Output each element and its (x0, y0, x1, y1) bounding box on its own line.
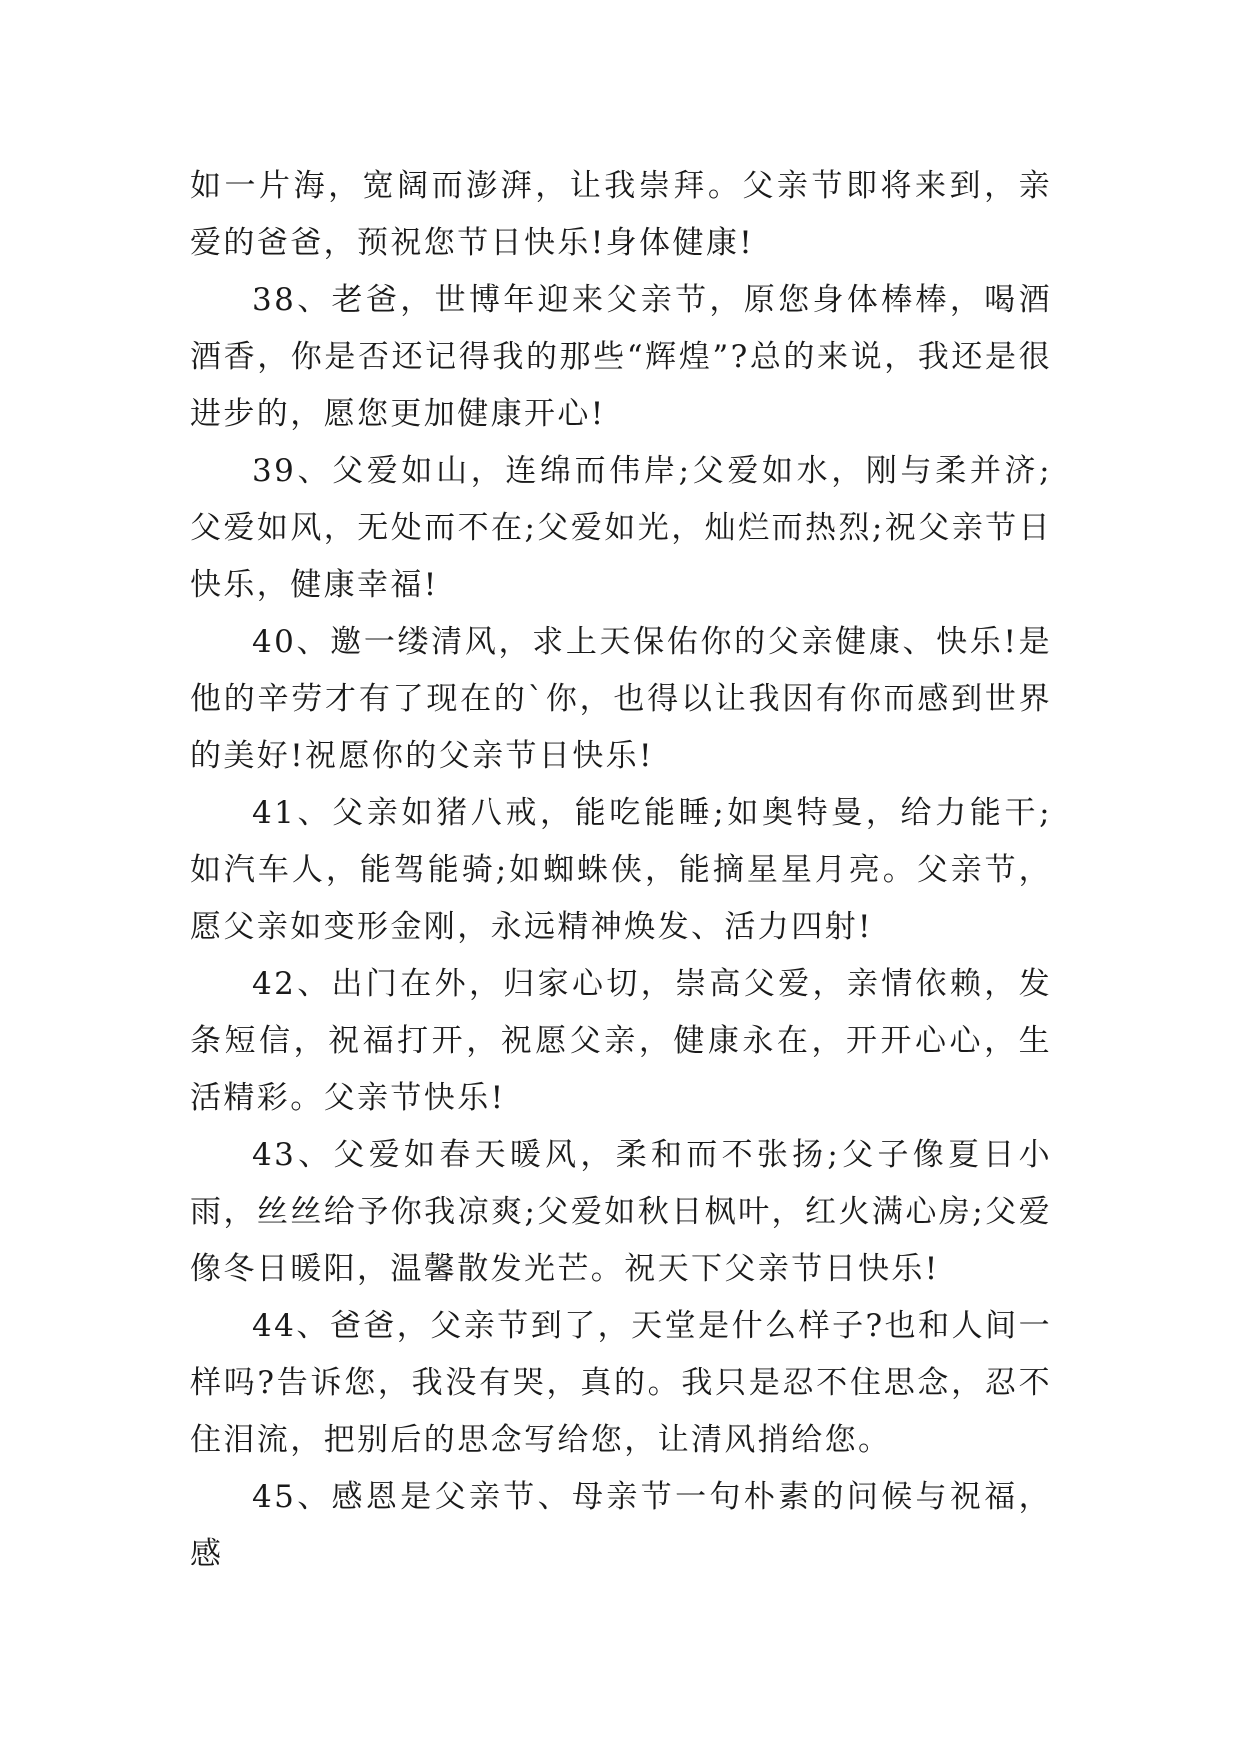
paragraph-42: 42、出门在外，归家心切，崇高父爱，亲情依赖，发条短信，祝福打开，祝愿父亲，健康永在，开开心心，生活精彩。父亲节快乐! (190, 966, 1052, 1116)
paragraph-40: 40、邀一缕清风，求上天保佑你的父亲健康、快乐!是他的辛劳才有了现在的`你，也得以让我因有你而感到世界的美好!祝愿你的父亲节日快乐! (190, 624, 1052, 774)
paragraph-43: 43、父爱如春天暖风，柔和而不张扬;父子像夏日小雨，丝丝给予你我凉爽;父爱如秋日枫叶，红火满心房;父爱像冬日暖阳，温馨散发光芒。祝天下父亲节日快乐! (190, 1137, 1052, 1287)
document-body (190, 158, 1052, 1583)
paragraph-continuation: 如一片海，宽阔而澎湃，让我崇拜。父亲节即将来到，亲爱的爸爸，预祝您节日快乐!身体健康! (190, 168, 1052, 261)
paragraph-41: 41、父亲如猪八戒，能吃能睡;如奥特曼，给力能干;如汽车人，能驾能骑;如蜘蛛侠，能摘星星月亮。父亲节，愿父亲如变形金刚，永远精神焕发、活力四射! (190, 795, 1052, 945)
paragraph-45: 45、感恩是父亲节、母亲节一句朴素的问候与祝福，感 (190, 1479, 1052, 1572)
paragraph-39: 39、父爱如山，连绵而伟岸;父爱如水，刚与柔并济;父爱如风，无处而不在;父爱如光，灿烂而热烈;祝父亲节日快乐，健康幸福! (190, 453, 1052, 603)
paragraph-38: 38、老爸，世博年迎来父亲节，原您身体棒棒，喝酒酒香，你是否还记得我的那些“辉煌”?总的来说，我还是很进步的，愿您更加健康开心! (190, 282, 1052, 432)
paragraph-44: 44、爸爸，父亲节到了，天堂是什么样子?也和人间一样吗?告诉您，我没有哭，真的。我只是忍不住思念，忍不住泪流，把别后的思念写给您，让清风捎给您。 (190, 1308, 1052, 1458)
